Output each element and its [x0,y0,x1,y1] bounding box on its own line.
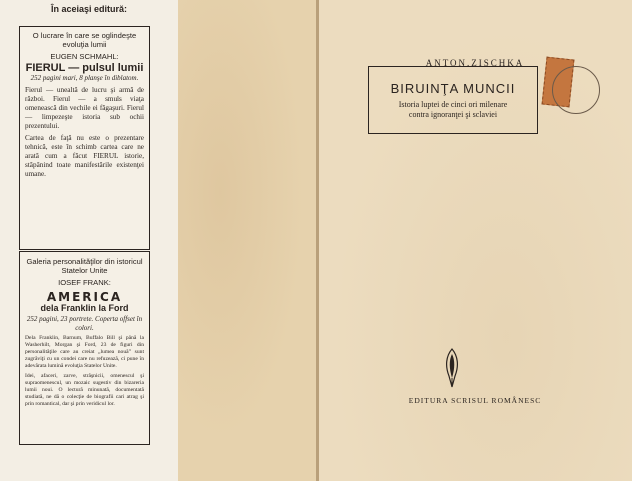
ad-details: 252 pagini mari, 8 planşe în diblatom. [30,74,139,82]
ad-book-title: FIERUL — pulsul lumii [25,62,144,74]
same-publisher-header: În aceiaşi editură: [50,4,128,14]
ad-author: IOSEF FRANK: [58,278,111,287]
blank-page [178,0,318,481]
ad-box-america [19,251,150,445]
ad-intro: O lucrare în care se oglindeşte evoluţia lumii [32,31,137,49]
book-subtitle-line: contra ignoranţei şi sclaviei [408,110,498,119]
ad-paragraph: Dela Franklin, Barnum, Buffalo Bill şi până la Washerhilt, Morgan şi Ford, 23 de figuri din personalităţile care au creiat „lumea nouă” sunt zugrăviţi cu un condei care nu refuzează, ci pune în adevărata lumină evoluţia Statelor Unite. [25,335,144,369]
ad-box-fierul [19,26,150,250]
publisher-logo-icon [442,348,462,388]
publisher-name: EDITURA SCRISUL ROMÂNESC [408,396,542,405]
book-subtitle-line: Istoria luptei de cinci ori milenare [398,100,508,109]
ad-details: 252 pagini, 23 portrete. Coperta offset în colori. [26,315,143,332]
ad-book-subtitle: dela Franklin la Ford [40,303,129,313]
ad-author: EUGEN SCHMAHL: [50,52,119,61]
page-gutter [316,0,319,481]
postmark-circle [552,66,600,114]
ad-paragraph: Cartea de faţă nu este o prezentare tehnică, este în schimb cartea care ne arată cum a făcut FIERUL istorie, stăpânind toate manifestările existenţei umane. [25,133,144,178]
book-author: ANTON.ZISCHKA [425,58,525,68]
ad-paragraph: Idei, afaceri, zarve, străşnicii, omenescul şi supraomenescul, un mozaic sugestiv din bizareria lumii noui. O lectură minunată, documentată studiată, ne dă o colecţie de biografii cari atrag şi prin romantical, dar şi prin veridicul lor. [25,373,144,407]
ad-book-title: AMERICA [46,290,123,304]
ad-intro: Galeria personalităţilor din istoricul Statelor Unite [26,257,143,275]
ad-paragraph: Fierul — unealtă de lucru şi armă de război. Fierul — a smuls viaţa omenească din vechile ei făgaşuri. Fierul — limpezeşte istoria sub ochii prezentului. [25,85,144,130]
title-box [368,66,538,134]
book-title: BIRUINŢA MUNCII [390,81,516,96]
